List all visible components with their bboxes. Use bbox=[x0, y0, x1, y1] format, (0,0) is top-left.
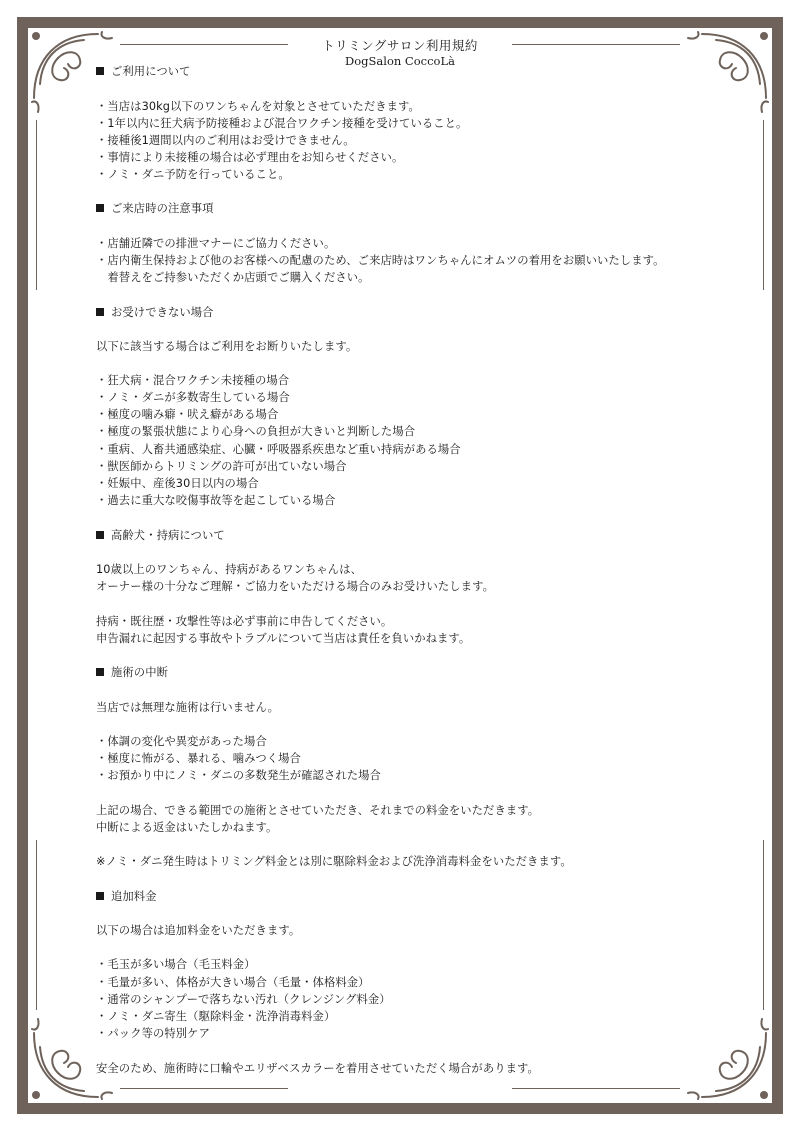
text-line bbox=[96, 1026, 210, 1042]
section-heading-text: 高齢犬・持病について bbox=[111, 529, 225, 542]
text-line-content: ※ノミ・ダニ発生時はトリミング料金とは別に駆除料金および洗浄消毒料金をいただきます。 bbox=[96, 855, 572, 868]
square-bullet-icon bbox=[96, 204, 104, 212]
text-line bbox=[96, 133, 355, 149]
text-line-content: ・当店は30kg以下のワンちゃんを対象とさせていただきます。 bbox=[96, 100, 420, 113]
text-line bbox=[96, 99, 420, 115]
text-line-content: オーナー様の十分なご理解・ご協力をいただける場合のみお受けいたします。 bbox=[96, 580, 494, 593]
side-rule-left bbox=[36, 120, 37, 290]
section-heading bbox=[96, 889, 157, 905]
text-line bbox=[96, 150, 403, 166]
text-line-content: ・店舗近隣での排泄マナーにご協力ください。 bbox=[96, 237, 336, 250]
text-line-content: ・パック等の特別ケア bbox=[96, 1027, 210, 1040]
text-line bbox=[96, 493, 335, 509]
text-line-content: 当店では無理な施術は行いません。 bbox=[96, 701, 280, 714]
text-line bbox=[96, 820, 277, 836]
text-line-content: ・重病、人畜共通感染症、心臓・呼吸器系疾患など重い持病がある場合 bbox=[96, 443, 461, 456]
corner-ornament-bottom-right-icon bbox=[682, 1013, 772, 1103]
text-line bbox=[96, 270, 370, 286]
document-subtitle: DogSalon CoccoLà bbox=[345, 54, 455, 68]
text-line bbox=[96, 614, 392, 630]
text-line-content: ・お預かり中にノミ・ダニの多数発生が確認された場合 bbox=[96, 769, 381, 782]
text-line-content: 以下の場合は追加料金をいただきます。 bbox=[96, 924, 301, 937]
section-heading-text: ご利用について bbox=[111, 65, 191, 78]
text-line bbox=[96, 992, 391, 1008]
text-line bbox=[96, 579, 494, 595]
text-line-content: ・極度の噛み癖・吠え癖がある場合 bbox=[96, 408, 279, 421]
text-line-content: 安全のため、施術時に口輪やエリザベスカラーを着用させていただく場合があります。 bbox=[96, 1062, 539, 1075]
text-line bbox=[96, 424, 415, 440]
text-line-content: 申告漏れに起因する事故やトラブルについて当店は責任を負いかねます。 bbox=[96, 632, 471, 645]
text-line bbox=[96, 975, 370, 991]
text-line-content: 10歳以上のワンちゃん、持病があるワンちゃんは、 bbox=[96, 563, 362, 576]
text-line bbox=[96, 751, 301, 767]
text-line bbox=[96, 734, 267, 750]
text-line bbox=[96, 1009, 335, 1025]
text-line bbox=[96, 1061, 539, 1077]
text-line-content: ・事情により未接種の場合は必ず理由をお知らせください。 bbox=[96, 151, 404, 164]
text-line-content: ・ノミ・ダニが多数寄生している場合 bbox=[96, 391, 290, 404]
footer-rule-right bbox=[512, 1088, 680, 1089]
side-rule-right bbox=[763, 120, 764, 290]
text-line bbox=[96, 373, 289, 389]
text-line bbox=[96, 116, 467, 132]
section-heading bbox=[96, 201, 214, 217]
document-title: トリミングサロン利用規約 bbox=[322, 38, 478, 53]
text-line bbox=[96, 339, 357, 355]
text-line bbox=[96, 631, 470, 647]
text-line-content: 持病・既往歴・攻撃性等は必ず事前に申告してください。 bbox=[96, 615, 393, 628]
square-bullet-icon bbox=[96, 892, 104, 900]
section-heading bbox=[96, 64, 191, 80]
text-line bbox=[96, 803, 539, 819]
square-bullet-icon bbox=[96, 668, 104, 676]
text-line-content: ・狂犬病・混合ワクチン未接種の場合 bbox=[96, 374, 290, 387]
text-line-content: ・極度に怖がる、暴れる、噛みつく場合 bbox=[96, 752, 301, 765]
text-line bbox=[96, 923, 300, 939]
text-line bbox=[96, 700, 279, 716]
footer-rule-left bbox=[120, 1088, 288, 1089]
text-line-content: ・毛量が多い、体格が大きい場合（毛量・体格料金） bbox=[96, 976, 370, 989]
text-line bbox=[96, 854, 572, 870]
section-heading bbox=[96, 528, 225, 544]
side-rule-right-lower bbox=[763, 840, 764, 1010]
text-line-content: ・毛玉が多い場合（毛玉料金） bbox=[96, 958, 256, 971]
text-line-content: ・通常のシャンプーで落ちない汚れ（クレンジング料金） bbox=[96, 993, 391, 1006]
text-line-content: ・ノミ・ダニ予防を行っていること。 bbox=[96, 168, 290, 181]
text-line-content: ・過去に重大な咬傷事故等を起こしている場合 bbox=[96, 494, 336, 507]
text-line bbox=[96, 768, 381, 784]
text-line-content: ・体調の変化や異変があった場合 bbox=[96, 735, 267, 748]
text-line-content: ・ノミ・ダニ寄生（駆除料金・洗浄消毒料金） bbox=[96, 1010, 336, 1023]
text-line bbox=[96, 459, 347, 475]
text-line bbox=[96, 390, 290, 406]
text-line bbox=[96, 957, 256, 973]
text-line-content: ・獣医師からトリミングの許可が出ていない場合 bbox=[96, 460, 347, 473]
section-heading-text: 施術の中断 bbox=[111, 666, 168, 679]
square-bullet-icon bbox=[96, 531, 104, 539]
text-line bbox=[96, 442, 461, 458]
text-line-content: 上記の場合、できる範囲での施術とさせていただき、それまでの料金をいただきます。 bbox=[96, 804, 540, 817]
text-line-content: ・店内衛生保持および他のお客様への配慮のため、ご来店時はワンちゃんにオムツの着用をお願いいたします。 bbox=[96, 254, 665, 267]
text-line-content: ・1年以内に狂犬病予防接種および混合ワクチン接種を受けていること。 bbox=[96, 117, 468, 130]
text-line bbox=[96, 562, 362, 578]
square-bullet-icon bbox=[96, 67, 104, 75]
section-heading bbox=[96, 665, 168, 681]
section-heading bbox=[96, 305, 214, 321]
text-line-content: 以下に該当する場合はご利用をお断りいたします。 bbox=[96, 340, 358, 353]
text-line-content: ・妊娠中、産後30日以内の場合 bbox=[96, 477, 259, 490]
section-heading-text: お受けできない場合 bbox=[111, 306, 214, 319]
text-line bbox=[96, 253, 665, 269]
text-line bbox=[96, 236, 335, 252]
section-heading-text: ご来店時の注意事項 bbox=[111, 202, 214, 215]
text-line bbox=[96, 167, 290, 183]
text-line-content: ・極度の緊張状態により心身への負担が大きいと判断した場合 bbox=[96, 425, 416, 438]
side-rule-left-lower bbox=[36, 840, 37, 1010]
square-bullet-icon bbox=[96, 308, 104, 316]
text-line bbox=[96, 407, 278, 423]
text-line-content: ・接種後1週間以内のご利用はお受けできません。 bbox=[96, 134, 355, 147]
text-line-content: 着替えをご持参いただくか店頭でご購入ください。 bbox=[96, 271, 370, 284]
text-line bbox=[96, 476, 259, 492]
text-line-content: 中断による返金はいたしかねます。 bbox=[96, 821, 278, 834]
section-heading-text: 追加料金 bbox=[111, 890, 157, 903]
